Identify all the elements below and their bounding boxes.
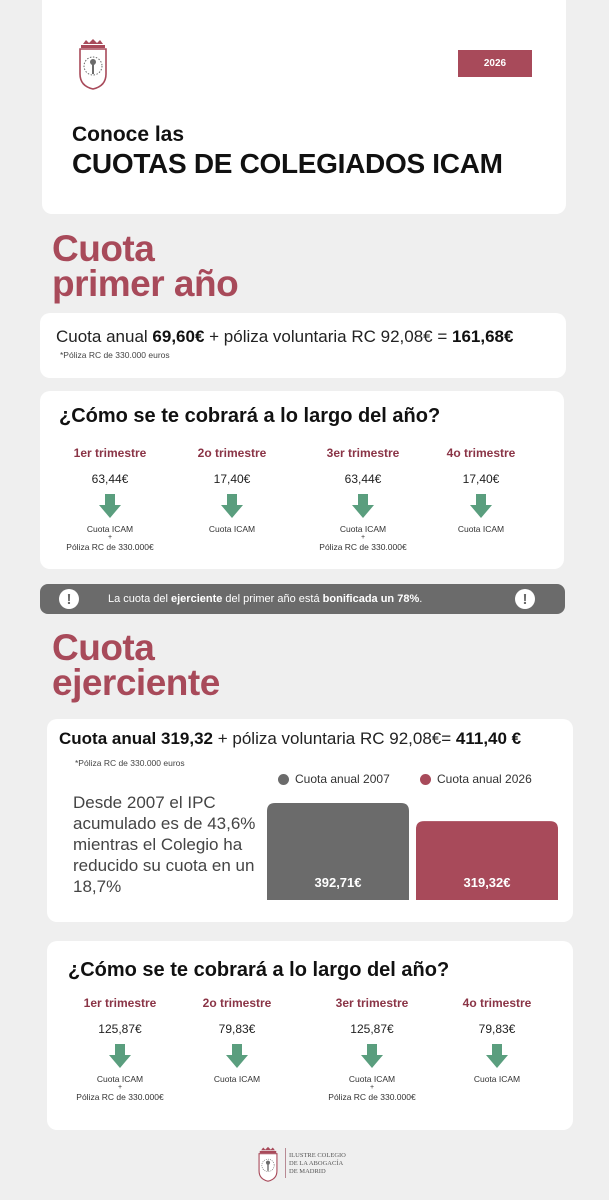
arrow-down-icon	[99, 494, 121, 518]
quarter-label: 1er trimestre	[83, 996, 157, 1010]
ejerciente-quarter-2	[177, 996, 297, 1084]
quarter-note-line2: Póliza RC de 330.000€	[328, 1092, 416, 1102]
first-year-annual-fee: 69,60€	[152, 327, 205, 346]
quarter-amount: 63,44€	[344, 472, 382, 486]
quarter-note-line2: Póliza RC de 330.000€	[66, 542, 154, 552]
legend-label: Cuota anual 2007	[295, 772, 390, 786]
first-year-section-title	[52, 228, 239, 304]
quarter-note	[437, 1074, 557, 1084]
ejerciente-price-prefix: Cuota anual	[59, 729, 162, 748]
quarter-note-plus: +	[360, 534, 366, 541]
arrow-down-icon	[352, 494, 374, 518]
exclamation-icon: !	[59, 589, 79, 609]
quarter-note	[421, 524, 541, 534]
ipc-comparison-text: Desde 2007 el IPC acumulado es de 43,6% mientras el Colegio ha reducido su cuota en un 18,7%	[73, 793, 256, 896]
footer-institution-name	[289, 1152, 346, 1176]
icam-footer-crest-icon	[257, 1146, 279, 1182]
quarter-label: 2o trimestre	[197, 446, 267, 460]
quarter-label: 4o trimestre	[462, 996, 532, 1010]
header-title-line2: CUOTAS DE COLEGIADOS ICAM	[72, 148, 503, 179]
first-year-quarter-3	[303, 446, 423, 552]
price-middle: + póliza voluntaria RC 92,08€ =	[204, 327, 453, 346]
ejerciente-title-line2: ejerciente	[52, 662, 220, 703]
arrow-down-icon	[470, 494, 492, 518]
footer-line1: ILUSTRE COLEGIO	[289, 1152, 346, 1159]
quarter-note	[312, 1074, 432, 1102]
price-prefix: Cuota anual	[56, 327, 153, 346]
first-year-title-line1: Cuota	[52, 228, 155, 269]
ejerciente-footnote: *Póliza RC de 330.000 euros	[75, 758, 185, 768]
footer-line3: DE MADRID	[289, 1168, 326, 1175]
quarter-note-line1: Cuota ICAM	[457, 524, 505, 534]
arrow-down-icon	[226, 1044, 248, 1068]
ejerciente-price-middle: + póliza voluntaria RC 92,08€=	[213, 729, 456, 748]
notice-text	[108, 593, 422, 605]
quarter-note-line2: Póliza RC de 330.000€	[76, 1092, 164, 1102]
quarter-label: 2o trimestre	[202, 996, 272, 1010]
quarter-amount: 125,87€	[98, 1022, 142, 1036]
bar-value-label: 392,71€	[314, 875, 362, 890]
quarter-note	[303, 524, 423, 552]
ejerciente-section-title	[52, 627, 220, 703]
ejerciente-quarter-3	[312, 996, 432, 1102]
quarter-note-line1: Cuota ICAM	[208, 524, 256, 534]
header-title-line1: Conoce las	[72, 123, 185, 146]
notice-text-bold2: bonificada un 78%	[322, 593, 420, 605]
exclamation-icon: !	[515, 589, 535, 609]
arrow-down-icon	[486, 1044, 508, 1068]
quarter-note-line1: Cuota ICAM	[213, 1074, 261, 1084]
first-year-quarter-1	[50, 446, 170, 552]
footer-line2: DE LA ABOGACÍA	[289, 1160, 344, 1167]
quarter-amount: 63,44€	[91, 472, 129, 486]
quarter-amount: 79,83€	[478, 1022, 516, 1036]
quarter-label: 4o trimestre	[446, 446, 516, 460]
discount-notice-bar	[40, 584, 565, 614]
quarter-note	[60, 1074, 180, 1102]
quarter-label: 3er trimestre	[326, 446, 400, 460]
first-year-schedule-card	[40, 391, 564, 569]
footer-divider	[285, 1148, 286, 1178]
first-year-schedule-title: ¿Cómo se te cobrará a lo largo del año?	[59, 405, 441, 427]
legend-label: Cuota anual 2026	[437, 772, 532, 786]
quarter-note	[172, 524, 292, 534]
quarter-amount: 125,87€	[350, 1022, 394, 1036]
ejerciente-quarter-4	[437, 996, 557, 1084]
quarter-note	[177, 1074, 297, 1084]
notice-text-part2: del primer año está	[222, 593, 323, 605]
quarter-note-line1: Cuota ICAM	[339, 524, 387, 534]
quarter-amount: 17,40€	[462, 472, 500, 486]
quarter-amount: 79,83€	[218, 1022, 256, 1036]
quarter-note	[50, 524, 170, 552]
ejerciente-price-card	[47, 719, 573, 922]
first-year-price-line	[56, 327, 513, 347]
arrow-down-icon	[221, 494, 243, 518]
ejerciente-annual-fee: 319,32	[161, 729, 214, 748]
header-card	[42, 0, 566, 214]
arrow-down-icon	[109, 1044, 131, 1068]
quarter-note-line1: Cuota ICAM	[86, 524, 134, 534]
ejerciente-title-line1: Cuota	[52, 627, 155, 668]
ejerciente-schedule-title: ¿Cómo se te cobrará a lo largo del año?	[68, 959, 450, 981]
notice-text-part1: La cuota del	[108, 593, 171, 605]
ejerciente-total-fee: 411,40 €	[455, 729, 522, 748]
first-year-quarter-4	[421, 446, 541, 534]
quarter-note-plus: +	[369, 1084, 375, 1091]
quarter-label: 1er trimestre	[73, 446, 147, 460]
fee-comparison-chart	[47, 719, 573, 922]
first-year-footnote: *Póliza RC de 330.000 euros	[60, 350, 170, 360]
quarter-note-plus: +	[117, 1084, 123, 1091]
quarter-note-plus: +	[107, 534, 113, 541]
quarter-amount: 17,40€	[213, 472, 251, 486]
year-badge: 2026	[458, 50, 532, 77]
quarter-note-line1: Cuota ICAM	[348, 1074, 396, 1084]
quarter-note-line1: Cuota ICAM	[473, 1074, 521, 1084]
ejerciente-schedule-card	[47, 941, 573, 1130]
quarter-note-line1: Cuota ICAM	[96, 1074, 144, 1084]
quarter-note-line2: Póliza RC de 330.000€	[319, 542, 407, 552]
first-year-price-card	[40, 313, 566, 378]
quarter-label: 3er trimestre	[335, 996, 409, 1010]
bar-value-label: 319,32€	[463, 875, 511, 890]
arrow-down-icon	[361, 1044, 383, 1068]
notice-text-part3: .	[419, 593, 423, 605]
first-year-total-fee: 161,68€	[452, 327, 514, 346]
notice-text-bold1: ejerciente	[171, 593, 223, 605]
first-year-title-line2: primer año	[52, 263, 239, 304]
icam-crest-icon	[77, 38, 109, 90]
ejerciente-quarter-1	[60, 996, 180, 1102]
first-year-quarter-2	[172, 446, 292, 534]
